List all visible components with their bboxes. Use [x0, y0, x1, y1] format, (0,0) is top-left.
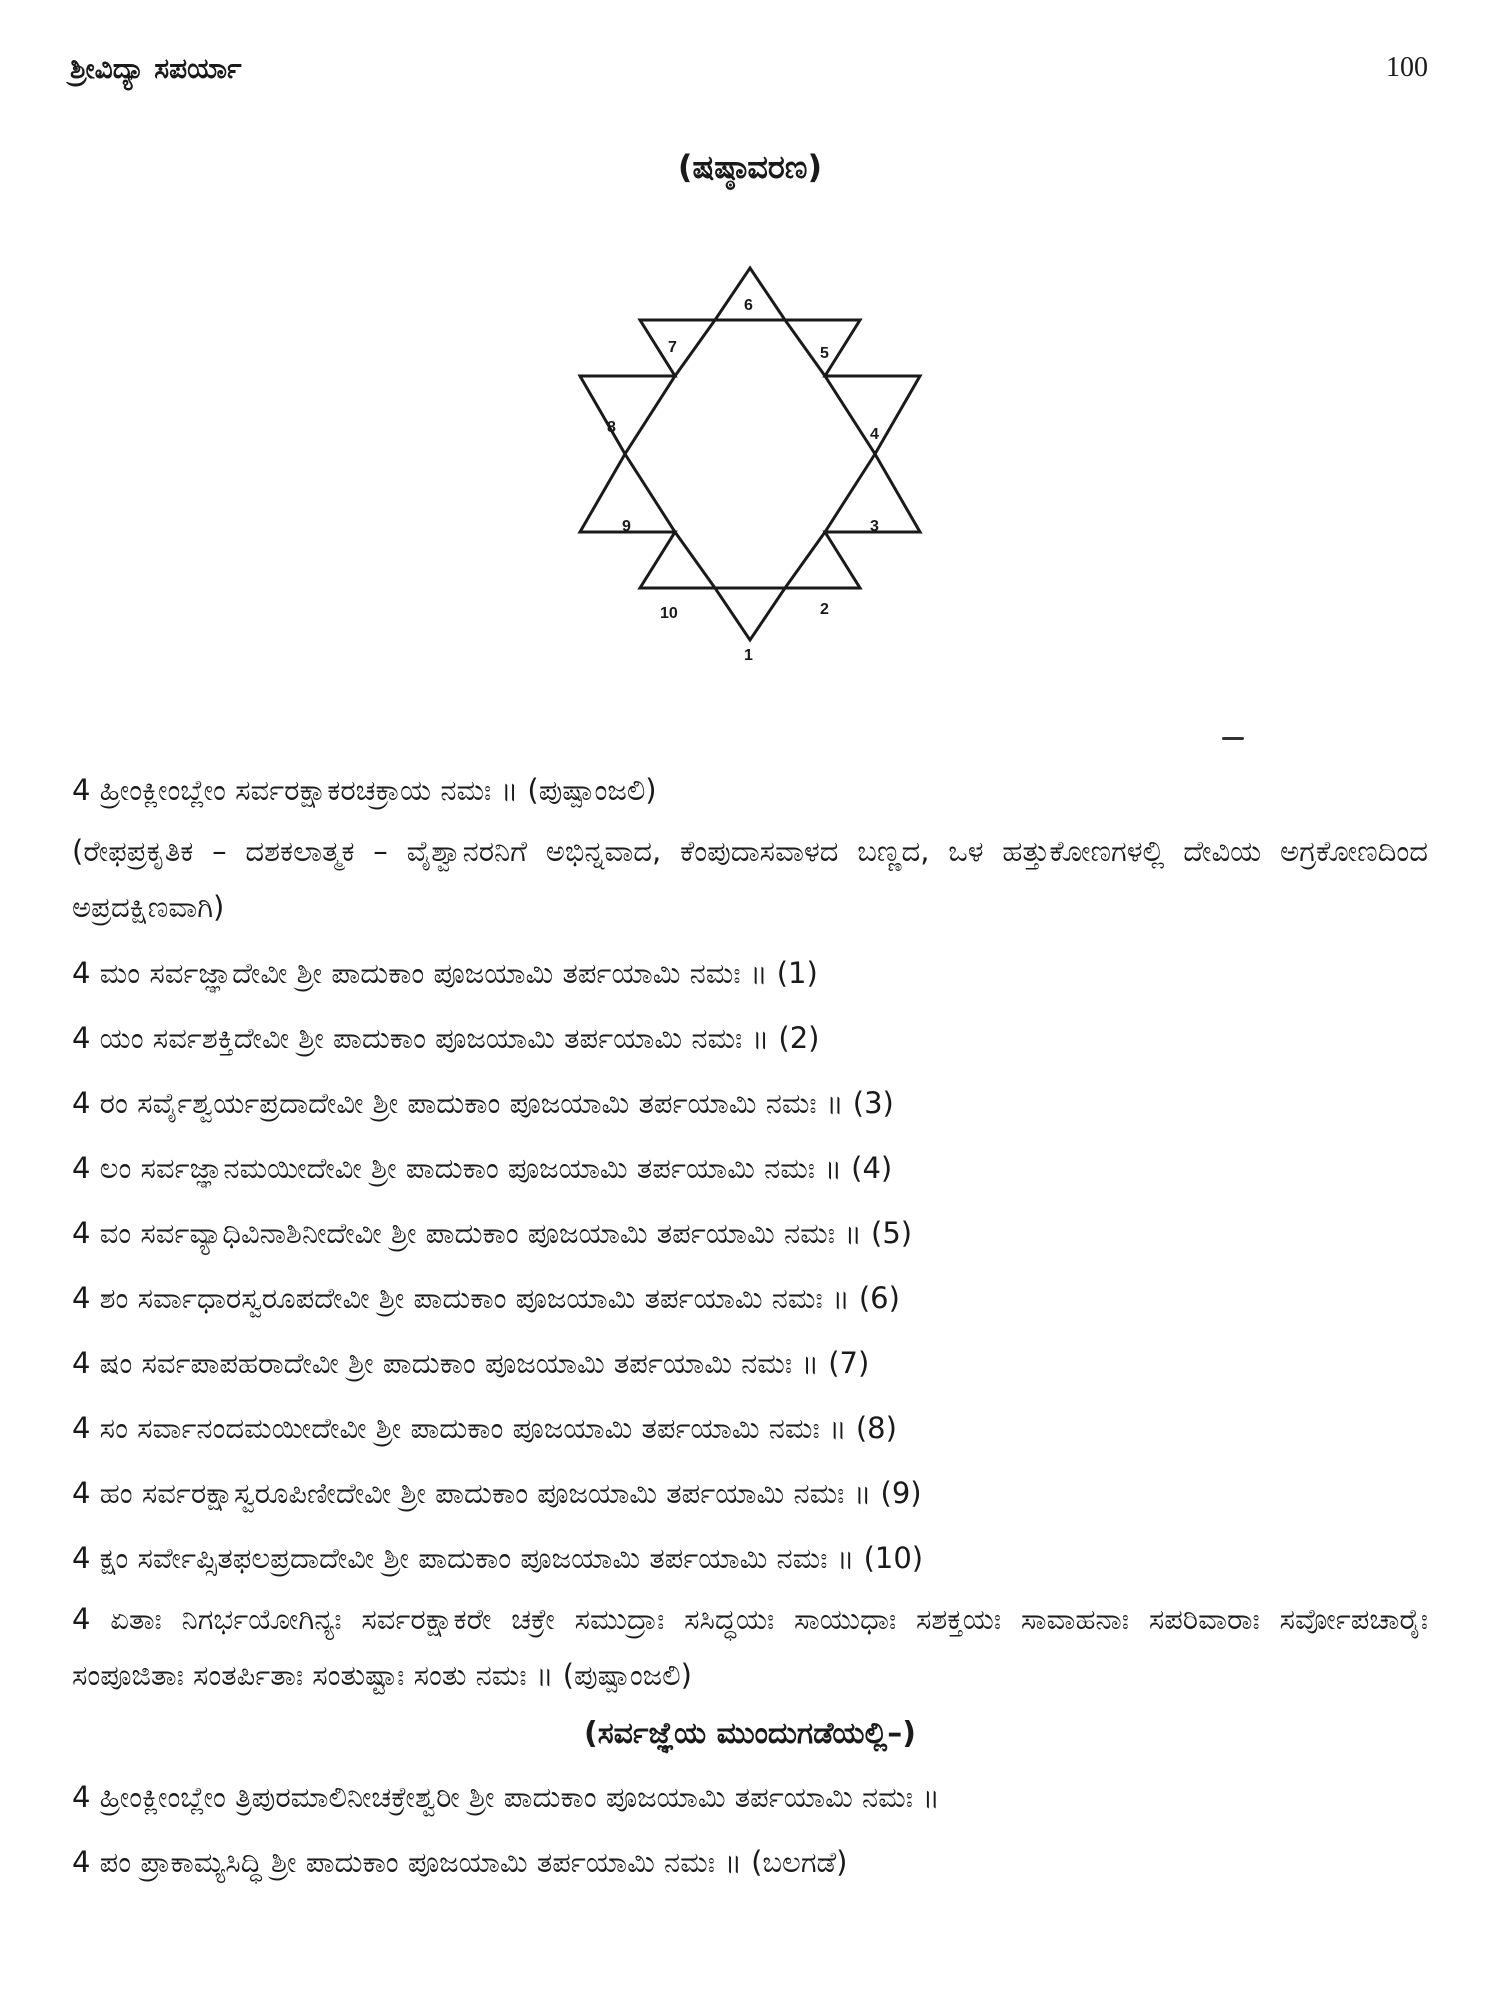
- yantra-diagram: [520, 220, 980, 690]
- mantra-line: 4 ಯಂ ಸರ್ವಶಕ್ತಿದೇವೀ ಶ್ರೀ ಪಾದುಕಾಂ ಪೂಜಯಾಮಿ ತರ್ಪಯಾಮಿ ನಮಃ ॥ (2): [72, 1021, 820, 1055]
- yantra-label-4: 4: [870, 426, 879, 443]
- page-number: 100: [1386, 52, 1428, 83]
- stray-mark: [1222, 737, 1244, 740]
- mantra-line: 4 ಸಂ ಸರ್ವಾನಂದಮಯೀದೇವೀ ಶ್ರೀ ಪಾದುಕಾಂ ಪೂಜಯಾಮಿ ತರ್ಪಯಾಮಿ ನಮಃ ॥ (8): [72, 1411, 897, 1445]
- running-title: ಶ್ರೀವಿದ್ಯಾ ಸಪರ್ಯಾ: [70, 52, 242, 85]
- mantra-line: 4 ಹಂ ಸರ್ವರಕ್ಷಾಸ್ವರೂಪಿಣೀದೇವೀ ಶ್ರೀ ಪಾದುಕಾಂ ಪೂಜಯಾಮಿ ತರ್ಪಯಾಮಿ ನಮಃ ॥ (9): [72, 1476, 922, 1510]
- mantra-line: 4 ಕ್ಷಂ ಸರ್ವೇಪ್ಸಿತಫಲಪ್ರದಾದೇವೀ ಶ್ರೀ ಪಾದುಕಾಂ ಪೂಜಯಾಮಿ ತರ್ಪಯಾಮಿ ನಮಃ ॥ (10): [72, 1541, 924, 1575]
- yantra-svg: [520, 220, 980, 690]
- mantra-list: [72, 941, 1428, 1591]
- pushpanjali-line: 4 ಹ್ರೀಂಕ್ಲೀಂಬ್ಲೇಂ ಸರ್ವರಕ್ಷಾಕರಚಕ್ರಾಯ ನಮಃ ॥ (ಪುಷ್ಪಾಂಜಲಿ): [72, 773, 657, 807]
- yantra-label-2: 2: [820, 601, 829, 618]
- yantra-label-6: 6: [744, 297, 753, 314]
- mantra-line: 4 ಷಂ ಸರ್ವಪಾಪಹರಾದೇವೀ ಶ್ರೀ ಪಾದುಕಾಂ ಪೂಜಯಾಮಿ ತರ್ಪಯಾಮಿ ನಮಃ ॥ (7): [72, 1346, 870, 1380]
- mantra-line: 4 ಮಂ ಸರ್ವಜ್ಞಾದೇವೀ ಶ್ರೀ ಪಾದುಕಾಂ ಪೂಜಯಾಮಿ ತರ್ಪಯಾಮಿ ನಮಃ ॥ (1): [72, 956, 818, 990]
- yantra-label-7: 7: [668, 339, 677, 356]
- prakamya-line: 4 ಪಂ ಪ್ರಾಕಾಮ್ಯಸಿದ್ಧಿ ಶ್ರೀ ಪಾದುಕಾಂ ಪೂಜಯಾಮಿ ತರ್ಪಯಾಮಿ ನಮಃ ॥ (ಬಲಗಡೆ): [72, 1845, 848, 1879]
- star-outline: [580, 268, 920, 640]
- inner-region: [625, 320, 875, 588]
- page-header: [70, 52, 1428, 92]
- page-content: [72, 758, 1428, 1895]
- subheading: (ಸರ್ವಜ್ಞೆಯ ಮುಂದುಗಡೆಯಲ್ಲಿ–): [584, 1716, 916, 1751]
- yantra-label-3: 3: [870, 518, 879, 535]
- mantra-line: 4 ರಂ ಸರ್ವೈಶ್ವರ್ಯಪ್ರದಾದೇವೀ ಶ್ರೀ ಪಾದುಕಾಂ ಪೂಜಯಾಮಿ ತರ್ಪಯಾಮಿ ನಮಃ ॥ (3): [72, 1086, 894, 1120]
- tripura-line: 4 ಹ್ರೀಂಕ್ಲೀಂಬ್ಲೇಂ ತ್ರಿಪುರಮಾಲಿನೀಚಕ್ರೇಶ್ವರೀ ಶ್ರೀ ಪಾದುಕಾಂ ಪೂಜಯಾಮಿ ತರ್ಪಯಾಮಿ ನಮಃ ॥: [72, 1780, 940, 1814]
- yantra-label-8: 8: [607, 419, 616, 436]
- intro-paragraph: (ರೇಫಪ್ರಕೃತಿಕ – ದಶಕಲಾತ್ಮಕ – ವೈಶ್ವಾನರನಿಗೆ ಅಭಿನ್ನವಾದ, ಕೆಂಪುದಾಸವಾಳದ ಬಣ್ಣದ, ಒಳ ಹತ್ತುಕೋಣಗಳಲ್ಲಿ ದೇವಿಯ ಅಗ್ರಕೋಣದಿಂದ ಅಪ್ರದಕ್ಷಿಣವಾಗಿ): [72, 834, 1428, 924]
- mantra-line: 4 ಲಂ ಸರ್ವಜ್ಞಾನಮಯೀದೇವೀ ಶ್ರೀ ಪಾದುಕಾಂ ಪೂಜಯಾಮಿ ತರ್ಪಯಾಮಿ ನಮಃ ॥ (4): [72, 1151, 893, 1185]
- closing-paragraph: 4 ಏತಾಃ ನಿಗರ್ಭಯೋಗಿನ್ಯಃ ಸರ್ವರಕ್ಷಾಕರೇ ಚಕ್ರೇ ಸಮುದ್ರಾಃ ಸಸಿದ್ಧಯಃ ಸಾಯುಧಾಃ ಸಶಕ್ತಯಃ ಸಾವಾಹನಾಃ ಸಪರಿವಾರಾಃ ಸರ್ವೋಪಚಾರೈಃ ಸಂಪೂಜಿತಾಃ ಸಂತರ್ಪಿತಾಃ ಸಂತುಷ್ಟಾಃ ಸಂತು ನಮಃ ॥ (ಪುಷ್ಪಾಂಜಲಿ): [72, 1602, 1428, 1692]
- yantra-label-9: 9: [622, 518, 631, 535]
- mantra-line: 4 ವಂ ಸರ್ವವ್ಯಾಧಿವಿನಾಶಿನೀದೇವೀ ಶ್ರೀ ಪಾದುಕಾಂ ಪೂಜಯಾಮಿ ತರ್ಪಯಾಮಿ ನಮಃ ॥ (5): [72, 1216, 913, 1250]
- yantra-label-5: 5: [820, 345, 829, 362]
- section-title: (ಷಷ್ಠಾವರಣ): [677, 148, 823, 186]
- mantra-line: 4 ಶಂ ಸರ್ವಾಧಾರಸ್ವರೂಪದೇವೀ ಶ್ರೀ ಪಾದುಕಾಂ ಪೂಜಯಾಮಿ ತರ್ಪಯಾಮಿ ನಮಃ ॥ (6): [72, 1281, 900, 1315]
- yantra-label-10: 10: [660, 605, 678, 622]
- yantra-label-1: 1: [744, 647, 753, 664]
